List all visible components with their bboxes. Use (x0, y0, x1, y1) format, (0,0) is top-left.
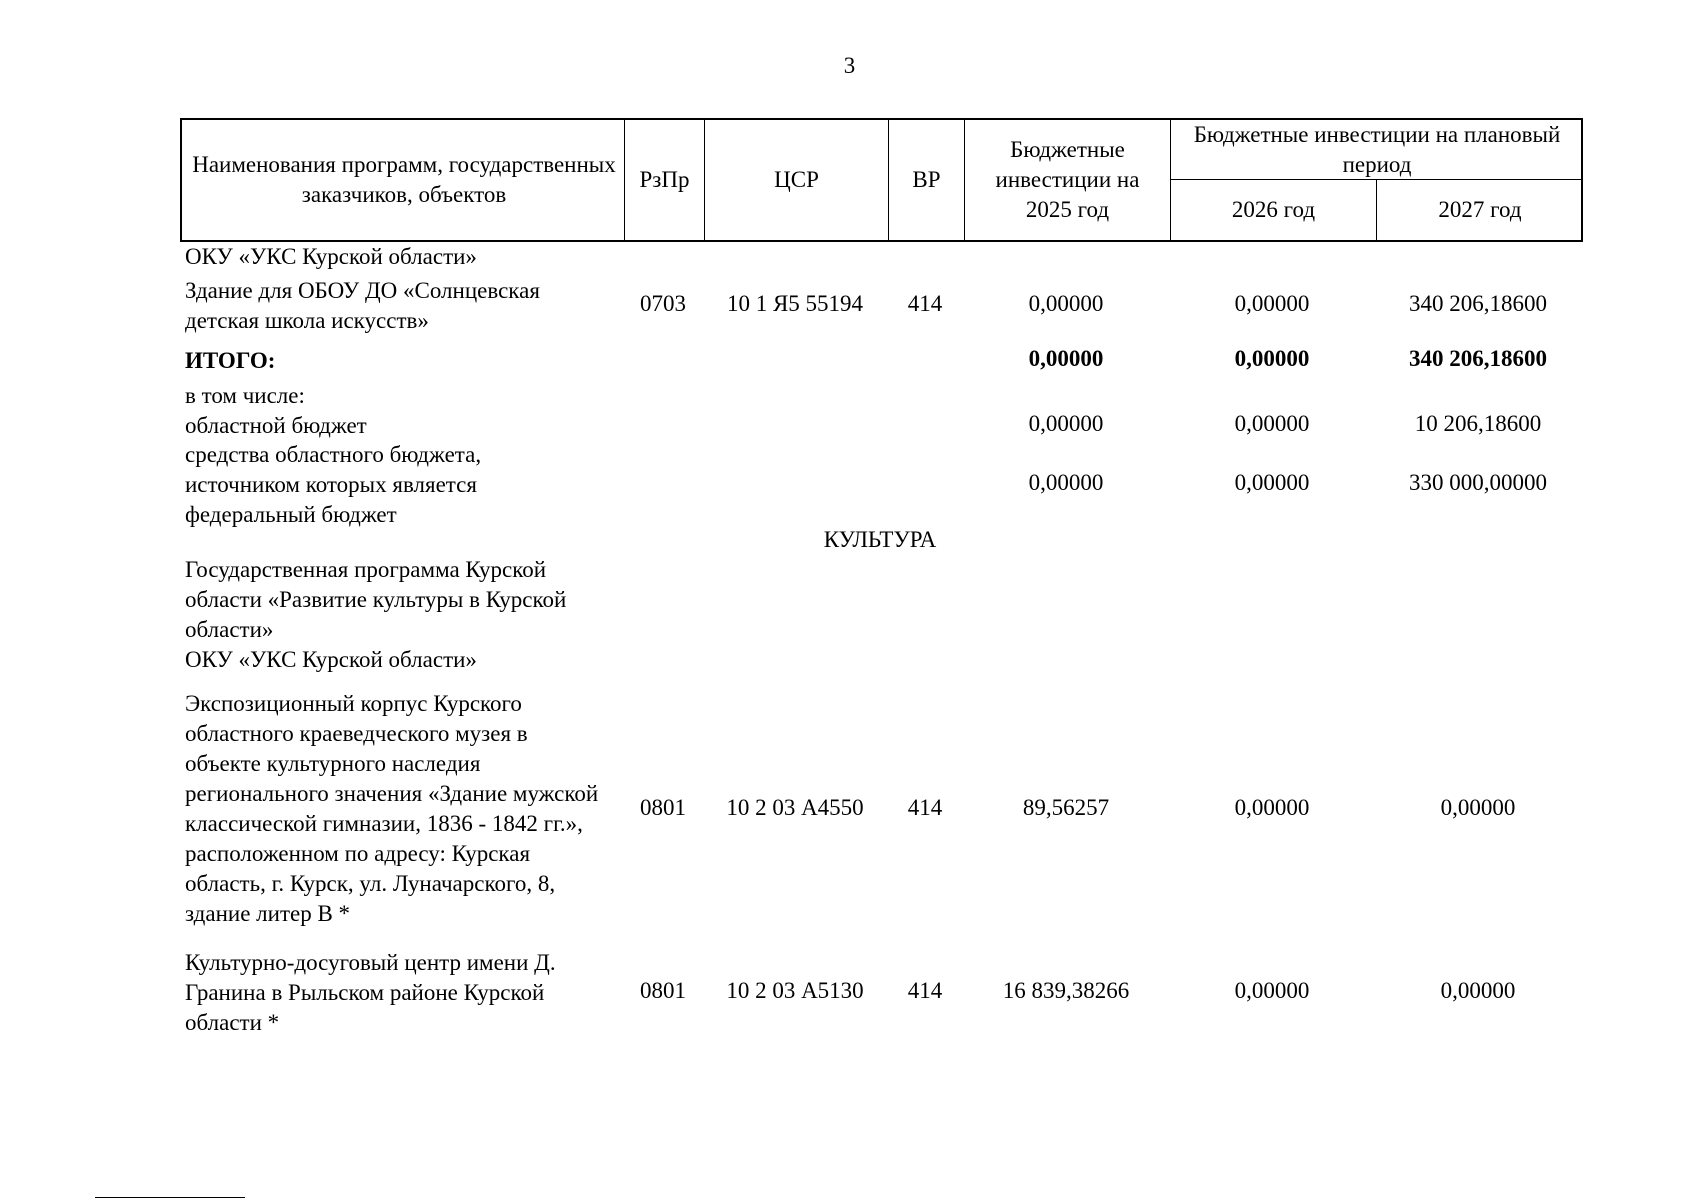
federal-2026: 0,00000 (1234, 470, 1310, 495)
culture-center-csr: 10 2 03 А5130 (726, 978, 864, 1003)
table-header (180, 118, 1583, 242)
col-header-planned: Бюджетные инвестиции на плановый период (1193, 121, 1561, 177)
regional-2025: 0,00000 (1028, 411, 1104, 436)
total-2026: 0,00000 (1234, 346, 1310, 371)
museum-rzpr: 0801 (640, 795, 686, 820)
object-2025: 0,00000 (1028, 291, 1104, 316)
footnote-separator (95, 1197, 245, 1198)
col-header-csr: ЦСР (774, 167, 819, 192)
col-header-name: Наименования программ, государственных заказчиков, объектов (192, 152, 616, 207)
section-title: КУЛЬТУРА (823, 527, 937, 552)
customer-label-2: ОКУ «УКС Курской области» (185, 647, 477, 672)
culture-center-2027: 0,00000 (1440, 978, 1516, 1003)
col-header-vr: ВР (912, 167, 941, 192)
regional-budget-label: областной бюджет (185, 413, 367, 438)
museum-2026: 0,00000 (1234, 795, 1310, 820)
object-csr: 10 1 Я5 55194 (726, 291, 864, 316)
federal-2025: 0,00000 (1028, 470, 1104, 495)
museum-2025: 89,56257 (1022, 795, 1110, 820)
object-name-culture-center: Культурно-досуговый центр имени Д. Гранина в Рыльском районе Курской области * (185, 950, 556, 1035)
culture-center-2025: 16 839,38266 (1002, 978, 1130, 1003)
col-header-inv2025: Бюджетные инвестиции на 2025 год (995, 137, 1140, 222)
culture-center-vr: 414 (907, 978, 943, 1003)
total-2025: 0,00000 (1028, 346, 1104, 371)
culture-center-rzpr: 0801 (640, 978, 686, 1003)
page-number: 3 (843, 53, 856, 78)
federal-2027: 330 000,00000 (1409, 470, 1547, 495)
museum-2027: 0,00000 (1440, 795, 1516, 820)
col-header-rzpr: РзПр (639, 167, 690, 192)
federal-budget-label: средства областного бюджета, источником которых является федеральный бюджет (185, 442, 482, 527)
culture-center-2026: 0,00000 (1234, 978, 1310, 1003)
customer-label: ОКУ «УКС Курской области» (185, 244, 477, 269)
col-header-2026: 2026 год (1231, 197, 1316, 222)
total-2027: 340 206,18600 (1409, 346, 1547, 371)
object-rzpr: 0703 (640, 291, 686, 316)
regional-2026: 0,00000 (1234, 411, 1310, 436)
object-2026: 0,00000 (1234, 291, 1310, 316)
museum-csr: 10 2 03 А4550 (726, 795, 864, 820)
program-name: Государственная программа Курской области «Развитие культуры в Курской области» (185, 557, 567, 642)
regional-2027: 10 206,18600 (1414, 411, 1542, 436)
object-2027: 340 206,18600 (1409, 291, 1547, 316)
object-name-museum: Экспозиционный корпус Курского областного краеведческого музея в объекте культурного наследия регионального значения «Здание мужской классической гимназии, 1836 - 1842 гг.», расположенном по адресу: Курская область, г. Курск, ул. Луначарского, 8, здание литер В * (185, 691, 599, 926)
including-label: в том числе: (185, 383, 305, 408)
object-name: Здание для ОБОУ ДО «Солнцевская детская школа искусств» (185, 278, 540, 333)
col-header-2027: 2027 год (1438, 197, 1522, 222)
object-vr: 414 (907, 291, 943, 316)
museum-vr: 414 (907, 795, 943, 820)
total-label: ИТОГО: (185, 348, 276, 373)
